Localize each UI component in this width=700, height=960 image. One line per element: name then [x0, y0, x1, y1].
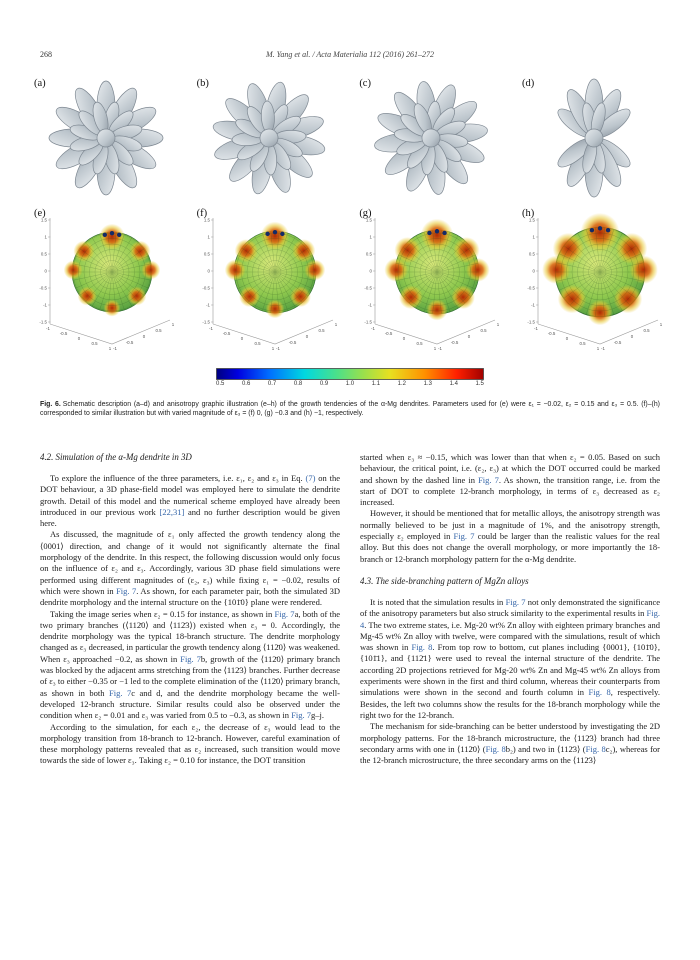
- x-tick-label: 1: [596, 346, 600, 351]
- x-tick-label: 0: [565, 336, 569, 341]
- x-tick-label: 0: [77, 336, 81, 341]
- paragraph: According to the simulation, for each ε₂, the decrease of ε₃ would lead to the morphology transition from 18-branch to 12-branch. However, careful examination of these morphology patterns revealed that as ε₂ increased, such transition would move towards the side of lower ε₃. Taking ε₂ = 0.10 for instance, the DOT transition: [40, 721, 340, 766]
- paragraph: started when ε₃ ≈ −0.15, which was lower than that when ε₂ = 0.05. Based on such behaviour, the critical point, i.e. (ε₂, ε₃) at which the DOT occurred could be marked and shown by the dashed line in Fig. 7. As shown, the transition range, i.e. from the start of DOT to complete 12-branch morphology, in terms of ε₃ decreased as ε₂ increased.: [360, 452, 660, 508]
- z-tick-label: 1: [44, 234, 47, 240]
- panel-label-h: (h): [521, 208, 535, 219]
- panel-label-c: (c): [359, 78, 371, 89]
- z-tick-label: 1: [369, 234, 373, 240]
- reference-link[interactable]: Fig. 7: [291, 710, 312, 721]
- z-tick-label: -0.5: [364, 285, 373, 291]
- reference-link[interactable]: Fig. 7: [116, 585, 137, 596]
- paragraph: It is noted that the simulation results in Fig. 7 not only demonstrated the significance of the anisotropy parameters but also struck similarity to the experimental results in Fig. 4. The two extreme states, i.e. Mg-20 wt% Zn alloy with eighteen primary branches and Mg-45 wt% Zn alloy with twelve, were compared with the simulations, result of which was shown in Fig. 8. From top row to bottom, cut planes including {0001}, {101̄0}, {101̄1}, and {112̄1} were used to reveal the internal structure of the dendrite. The according 2D projections retrieved for Mg-20 wt% Zn and Mg-45 wt% Zn alloys from experiments were shown in the first and third column, whereas their counterparts from simulations were shown in the second and fourth column in Fig. 8, respectively. Besides, the left two columns show the results for the 18-branch morphology while the right two for the 12-branch.: [360, 596, 660, 720]
- paragraph: As discussed, the magnitude of ε₁ only affected the growth tendency along the ⟨0001⟩ direction, and change of it would not significantly alternate the final morphology of the dendrite. In this respect, the following discussion would only focus on the influence of ε₂ and ε₃. Accordingly, various 3D phase field simulations were performed using different magnitudes of (ε₂, ε₃) while fixing ε₁ = −0.02, results of which were shown in Fig. 7. As shown, for each parameter pair, both the simulated 3D dendrite morphology and the internal structure on the {101̄0} plane were rendered.: [40, 529, 340, 608]
- z-tick-label: -1: [205, 302, 210, 308]
- panel-f: [193, 206, 345, 358]
- colorbar-tick: 0.9: [319, 381, 329, 387]
- dendrite-image-a: [30, 76, 182, 198]
- colorbar-tick: 0.7: [267, 381, 277, 387]
- y-tick-label: -0.5: [288, 340, 296, 345]
- y-tick-label: 0: [142, 334, 146, 339]
- x-tick-label: 0.5: [254, 341, 261, 346]
- colorbar-tick: 1.1: [371, 381, 381, 387]
- dendrite-row: [30, 76, 670, 200]
- colorbar-tick: 0.8: [293, 381, 303, 387]
- z-tick-label: -0.5: [527, 285, 535, 291]
- section-4-2-heading: 4.2. Simulation of the α-Mg dendrite in 3D: [40, 452, 192, 462]
- figure-caption: [40, 400, 660, 419]
- section-4-3-heading: 4.3. The side-branching pattern of MgZn alloys: [360, 575, 529, 586]
- y-tick-label: -1: [601, 346, 605, 351]
- x-tick-label: -0.5: [222, 331, 230, 336]
- x-tick-label: 1: [434, 346, 437, 351]
- x-tick-label: 1: [271, 346, 274, 351]
- y-tick-label: -0.5: [125, 340, 134, 345]
- panel-label-e: (e): [34, 208, 46, 219]
- paragraph: Taking the image series when ε₂ = 0.15 for instance, as shown in Fig. 7a, both of the two primary branches (⟨112̄0⟩ and ⟨112̄3⟩) existed when ε₃ = 0. Accordingly, the dendrite morphology was the typical 18-branch structure. The dendrite morphology changed as ε₃ decreased, in particular the growth tendency along ⟨112̄0⟩ was weakened. When ε₃ approached −0.2, as shown in Fig. 7b, growth of the ⟨112̄0⟩ primary branch was blocked by the adjacent arms stretching from the ⟨112̄3⟩ branches. Further decrease of ε₃ to either −0.35 or −1 led to the complete elimination of the ⟨112̄0⟩ primary branch, as shown in both Fig. 7c and d, and the dendrite morphology became the well-developed 12-branch structure. Similar results could also be observed under the condition when ε₂ = 0.01 and ε₃ was varied from 0.5 to −0.3, as shown in Fig. 7g–j.: [40, 608, 340, 721]
- z-tick-label: 1.5: [528, 217, 535, 223]
- reference-link[interactable]: Fig. 7: [109, 687, 132, 698]
- panel-a: [30, 76, 182, 200]
- x-tick-label: 0.5: [91, 341, 98, 346]
- colorbar-tick: 1.5: [475, 381, 484, 387]
- anisotropy-plot-f: [193, 206, 345, 356]
- x-tick-label: 0.5: [579, 341, 586, 346]
- reference-link[interactable]: Fig. 8: [485, 743, 506, 754]
- y-tick-label: 1: [659, 322, 663, 327]
- reference-link[interactable]: [22,31]: [159, 506, 185, 517]
- x-tick-label: -1: [46, 326, 50, 331]
- y-tick-label: 0: [305, 334, 308, 339]
- y-tick-label: 0: [468, 334, 471, 339]
- z-tick-label: 0: [369, 268, 373, 274]
- x-tick-label: -1: [534, 326, 538, 331]
- z-tick-label: 1: [532, 234, 535, 240]
- paragraph: The mechanism for side-branching can be better understood by investigating the 2D morphology patterns. For the 18-branch microstructure, the ⟨112̄3⟩ branch had three secondary arms with one in ⟨112̄0⟩ (Fig. 8b₂) and two in ⟨112̄3⟩ (Fig. 8c₂), whereas for the 12-branch microstructure, the three secondary arms on the ⟨112̄3⟩: [360, 721, 661, 766]
- dendrite-image-b: [193, 76, 345, 198]
- x-tick-label: 0: [240, 336, 243, 341]
- reference-link[interactable]: Fig. 8: [585, 743, 606, 754]
- x-tick-label: -0.5: [385, 331, 393, 336]
- colorbar-tick: 1.2: [397, 381, 407, 387]
- reference-link[interactable]: Fig. 7: [505, 596, 526, 607]
- panel-g: [355, 206, 507, 358]
- y-tick-label: -0.5: [613, 340, 622, 345]
- y-tick-label: -1: [275, 346, 280, 351]
- dendrite-image-d: [518, 76, 670, 198]
- page-number: 268: [40, 50, 52, 59]
- colorbar-gradient: [216, 368, 484, 380]
- x-tick-label: -0.5: [59, 331, 68, 336]
- colorbar: [216, 368, 484, 387]
- z-tick-label: -1.5: [39, 319, 47, 325]
- y-tick-label: 0.5: [155, 328, 162, 333]
- reference-link[interactable]: Fig. 7: [274, 608, 295, 619]
- left-column: [40, 452, 340, 767]
- z-tick-label: 1.5: [40, 217, 47, 223]
- y-tick-label: 1: [497, 322, 500, 327]
- z-tick-label: -1: [368, 302, 373, 308]
- reference-link[interactable]: Fig. 7: [478, 474, 499, 485]
- anisotropy-plot-h: [518, 206, 670, 356]
- colorbar-tick: 1.0: [345, 381, 355, 387]
- y-tick-label: 0.5: [318, 328, 325, 333]
- y-tick-label: 1: [171, 322, 175, 327]
- z-tick-label: 0.5: [40, 251, 47, 257]
- x-tick-label: 1: [108, 346, 112, 351]
- y-tick-label: -1: [438, 346, 443, 351]
- z-tick-label: -0.5: [39, 285, 47, 291]
- paragraph: To explore the influence of the three parameters, i.e. ε₁, ε₂ and ε₃ in Eq. (7) on the DOT behaviour, a 3D phase-field model was employed here to simulate the dendrite growth. Detail of this model and the numerical scheme employed have already been introduced in our previous work [22,31] and no further description would be given here.: [40, 473, 341, 529]
- x-tick-label: 0: [403, 336, 406, 341]
- panel-b: [193, 76, 345, 200]
- reference-link[interactable]: Fig. 8: [411, 642, 433, 653]
- page-header: [40, 50, 660, 62]
- colorbar-ticks: [216, 381, 484, 387]
- panel-h: [518, 206, 670, 358]
- panel-label-g: (g): [359, 208, 372, 219]
- article-body: [40, 452, 660, 767]
- x-tick-label: -0.5: [547, 331, 556, 336]
- panel-label-a: (a): [34, 78, 46, 89]
- anisotropy-plot-e: [30, 206, 182, 356]
- reference-link[interactable]: Fig. 4: [360, 608, 660, 630]
- z-tick-label: -1.5: [364, 319, 373, 325]
- panel-label-d: (d): [521, 78, 535, 89]
- paragraph: However, it should be mentioned that for metallic alloys, the anisotropy strength was normally believed to be just in a magnitude of 1%, and the anisotropy strength, especially ε₂ employed in Fig. 7 could be larger than the realistic values for the real alloy. But this does not change the overall morphology, or more importantly the 18-branch or 12-branch morphology pattern for the α-Mg dendrite.: [360, 508, 660, 564]
- dendrite-image-c: [355, 76, 507, 198]
- z-tick-label: -1.5: [527, 319, 535, 325]
- z-tick-label: 0: [207, 268, 210, 274]
- z-tick-label: 1: [207, 234, 210, 240]
- z-tick-label: 1.5: [366, 217, 373, 223]
- colorbar-tick: 0.5: [216, 381, 225, 387]
- y-tick-label: 0: [630, 334, 634, 339]
- figure-6: [30, 76, 670, 419]
- reference-link[interactable]: (7): [305, 473, 316, 483]
- colorbar-tick: 1.4: [449, 381, 458, 387]
- z-tick-label: -1: [43, 302, 47, 308]
- z-tick-label: 0.5: [203, 251, 210, 257]
- y-tick-label: 0.5: [643, 328, 650, 333]
- reference-link[interactable]: Fig. 7: [453, 531, 475, 542]
- panel-label-b: (b): [196, 78, 209, 89]
- x-tick-label: -1: [371, 326, 376, 331]
- x-tick-label: 0.5: [416, 341, 423, 346]
- z-tick-label: 0.5: [366, 251, 373, 257]
- panel-label-f: (f): [196, 208, 208, 219]
- y-tick-label: 0.5: [480, 328, 487, 333]
- reference-link[interactable]: Fig. 8: [588, 687, 611, 698]
- caption-label: Fig. 6.: [40, 401, 61, 408]
- right-column: [360, 452, 660, 767]
- z-tick-label: 1.5: [203, 217, 210, 223]
- colorbar-tick: 1.3: [423, 381, 432, 387]
- panel-d: [518, 76, 670, 200]
- y-tick-label: -1: [113, 346, 117, 351]
- panel-c: [355, 76, 507, 200]
- z-tick-label: 0.5: [528, 251, 535, 257]
- z-tick-label: 0: [532, 268, 535, 274]
- z-tick-label: -0.5: [202, 285, 210, 291]
- caption-text: Schematic description (a–d) and anisotropy graphic illustration (e–h) of the growth tendencies of the α-Mg dendrites. Parameters used for (e) were ε₁ = −0.02, ε₂ = 0.15 and ε₃ = 0.5. (f)–(h) corresponded to similar illustration but with varied magnitude of ε₃ = (f) 0, (g) −0.3 and (h) −1, respectively.: [40, 401, 660, 418]
- x-tick-label: -1: [208, 326, 213, 331]
- z-tick-label: -1: [531, 302, 535, 308]
- z-tick-label: 0: [44, 268, 47, 274]
- anisotropy-row: [30, 206, 670, 358]
- running-head: M. Yang et al. / Acta Materialia 112 (2016) 261–272: [265, 50, 435, 59]
- colorbar-tick: 0.6: [241, 381, 251, 387]
- anisotropy-plot-g: [355, 206, 507, 356]
- y-tick-label: -0.5: [451, 340, 459, 345]
- z-tick-label: -1.5: [202, 319, 210, 325]
- panel-e: [30, 206, 182, 358]
- reference-link[interactable]: Fig. 7: [180, 653, 201, 664]
- y-tick-label: 1: [334, 322, 337, 327]
